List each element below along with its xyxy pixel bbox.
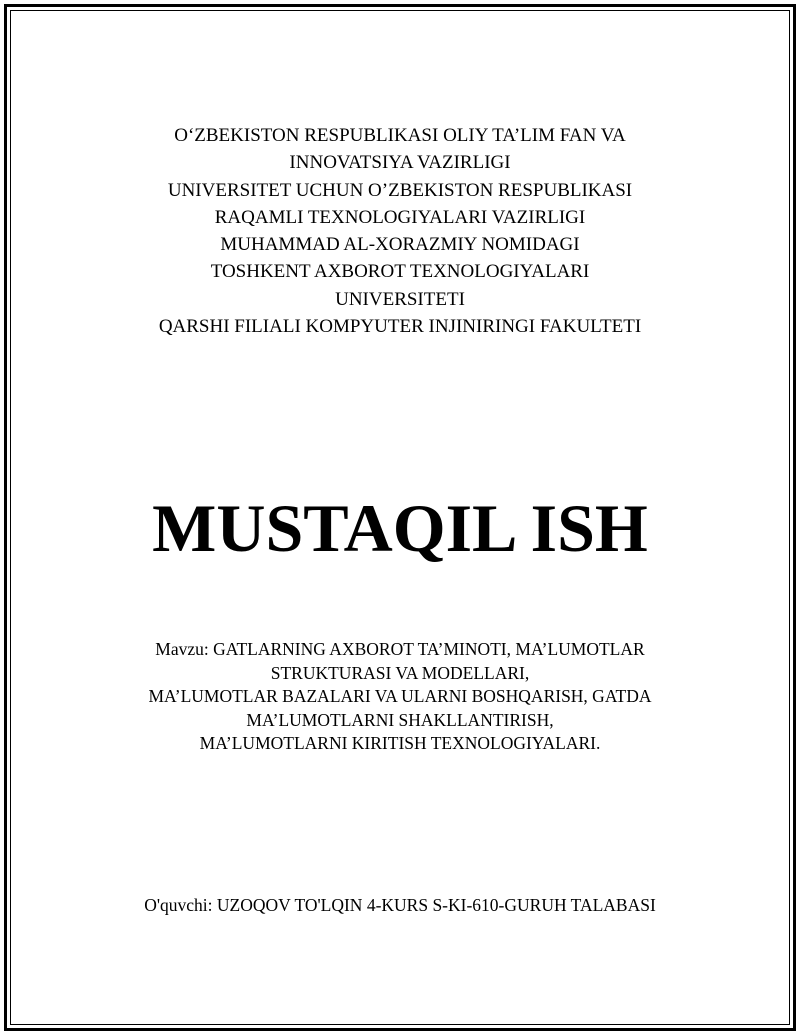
document-title: MUSTAQIL ISH (152, 490, 648, 566)
topic-line-4: MA’LUMOTLARNI SHAKLLANTIRISH, (246, 709, 554, 730)
topic-block (0, 638, 800, 756)
topic-line-3: MA’LUMOTLAR BAZALARI VA ULARNI BOSHQARISH, GATDA (148, 686, 652, 707)
header-line-2: INNOVATSIYA VAZIRLIGI (289, 152, 511, 174)
student-info: O'quvchi: UZOQOV TO'LQIN 4-KURS S-KI-610-GURUH TALABASI (144, 895, 656, 915)
institution-header (0, 122, 800, 340)
header-line-4: RAQAMLI TEXNOLOGIYALARI VAZIRLIGI (214, 206, 586, 228)
topic-line-2: STRUKTURASI VA MODELLARI, (270, 662, 530, 683)
header-line-3: UNIVERSITET UCHUN O’ZBEKISTON RESPUBLIKASI (167, 179, 633, 201)
header-line-6: TOSHKENT AXBOROT TEXNOLOGIYALARI (210, 261, 590, 283)
header-line-1: O‘ZBEKISTON RESPUBLIKASI OLIY TA’LIM FAN VA (174, 125, 626, 146)
header-line-8: QARSHI FILIALI KOMPYUTER INJINIRINGI FAKULTETI (158, 316, 642, 338)
header-line-5: MUHAMMAD AL-XORAZMIY NOMIDAGI (220, 234, 580, 256)
topic-line-5: MA’LUMOTLARNI KIRITISH TEXNOLOGIYALARI. (199, 733, 601, 754)
topic-line-1: Mavzu: GATLARNING AXBOROT TA’MINOTI, MA’LUMOTLAR (155, 639, 645, 659)
header-line-7: UNIVERSITETI (335, 288, 465, 310)
